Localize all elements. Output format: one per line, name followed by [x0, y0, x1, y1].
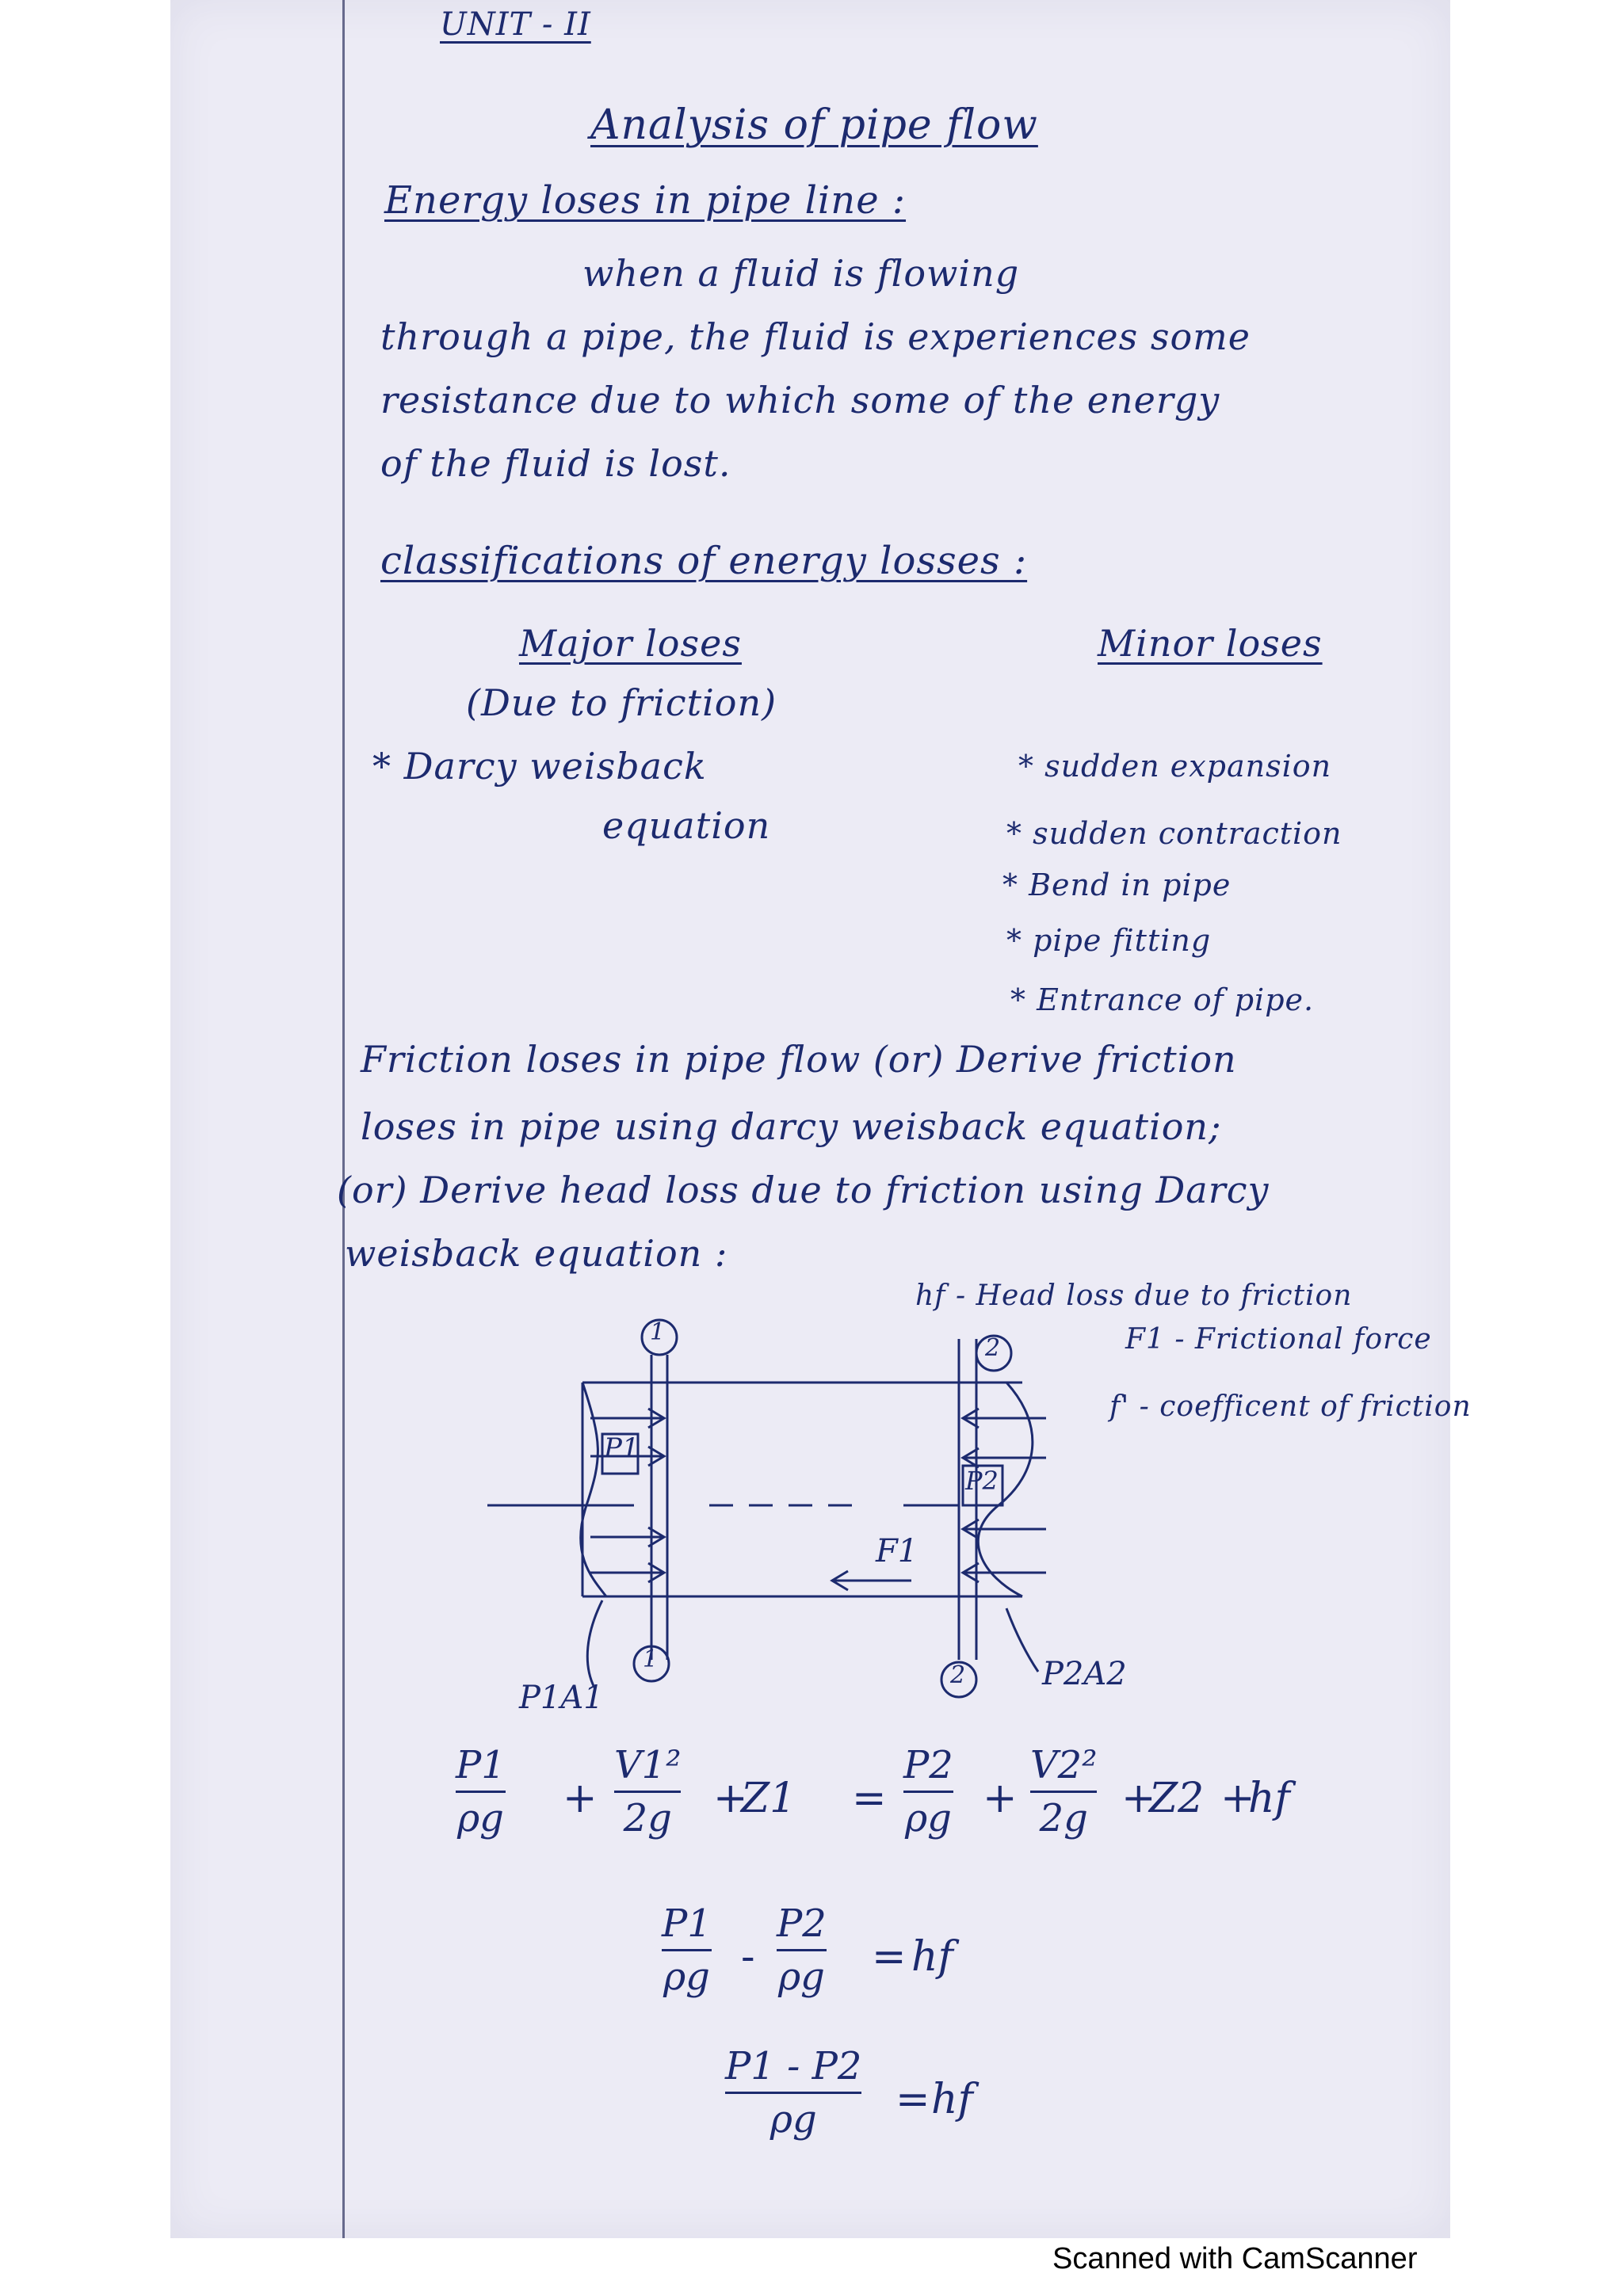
eq2-hf: hf — [911, 1933, 953, 1981]
eq1-t1-num: P1 — [456, 1743, 506, 1787]
eq2-minus: - — [741, 1933, 755, 1981]
eq1-term-v2 — [1030, 1743, 1097, 1840]
eq1-t5-num: V2² — [1030, 1743, 1098, 1787]
eq1-hf: hf — [1248, 1775, 1290, 1822]
section2-line-3: (or) Derive head loss due to friction using Darcy — [337, 1169, 1270, 1211]
eq1-plus-4: + — [1121, 1775, 1156, 1822]
minor-item-2: * sudden contraction — [1006, 816, 1342, 851]
section2-line-1: Friction loses in pipe flow (or) Derive friction — [361, 1038, 1237, 1081]
label-f1: F1 — [876, 1533, 918, 1569]
eq3-term — [725, 2044, 861, 2142]
eq1-term-p1 — [456, 1743, 506, 1840]
eq2-term-a — [662, 1901, 712, 1999]
eq1-plus-2: + — [713, 1775, 748, 1822]
major-item-1: * Darcy weisback — [372, 745, 707, 788]
eq2-term-b — [777, 1901, 827, 1999]
eq3-num: P1 - P2 — [725, 2044, 862, 2088]
paragraph-line-3: resistance due to which some of the energy — [380, 379, 1220, 421]
eq2-a-num: P1 — [662, 1901, 712, 1946]
major-item-2: equation — [602, 804, 771, 847]
eq1-z2: Z2 — [1149, 1775, 1205, 1822]
eq1-plus-5: + — [1220, 1775, 1255, 1822]
label-p2: P2 — [965, 1466, 999, 1496]
section-2-top: 2 — [985, 1334, 1001, 1362]
minor-losses-heading: Minor loses — [1098, 622, 1323, 665]
paragraph-line-4: of the fluid is lost. — [380, 442, 731, 485]
eq1-t5-den: 2g — [1039, 1796, 1088, 1840]
minor-item-4: * pipe fitting — [1006, 923, 1212, 958]
section-1-top: 1 — [650, 1318, 666, 1346]
legend-hf: hf - Head loss due to friction — [915, 1280, 1353, 1312]
section2-line-2: loses in pipe using darcy weisback equation; — [361, 1105, 1222, 1148]
legend-friction-coefficient: f' - coefficent of friction — [1109, 1390, 1472, 1423]
eq1-t1-den: ρg — [456, 1796, 504, 1840]
eq1-t2-den: 2g — [623, 1796, 672, 1840]
section-1-bottom: 1 — [643, 1646, 659, 1673]
eq1-term-p2 — [903, 1743, 953, 1840]
minor-item-5: * Entrance of pipe. — [1010, 982, 1315, 1017]
major-losses-heading: Major loses — [519, 622, 742, 665]
page-title: Analysis of pipe flow — [590, 101, 1038, 149]
eq2-equals: = — [872, 1933, 907, 1981]
eq3-den: ρg — [769, 2097, 817, 2142]
eq1-t2-num: V1² — [614, 1743, 682, 1787]
minor-item-1: * sudden expansion — [1018, 749, 1332, 784]
unit-label: UNIT - II — [440, 6, 591, 43]
eq2-b-den: ρg — [777, 1955, 825, 1999]
eq1-t4-num: P2 — [903, 1743, 953, 1787]
scanner-watermark: Scanned with CamScanner — [1052, 2242, 1418, 2275]
minor-item-3: * Bend in pipe — [1002, 868, 1232, 902]
paragraph-line-1: when a fluid is flowing — [582, 252, 1020, 295]
eq1-plus-1: + — [563, 1775, 598, 1822]
eq3-equals: = — [896, 2076, 930, 2123]
section-heading-energy-losses: Energy loses in pipe line : — [384, 178, 907, 223]
label-p1a1: P1A1 — [519, 1680, 604, 1716]
eq1-term-v1 — [614, 1743, 681, 1840]
classification-heading: classifications of energy losses : — [380, 539, 1028, 583]
eq3-hf: hf — [931, 2076, 973, 2123]
eq1-z1: Z1 — [741, 1775, 796, 1822]
label-p1: P1 — [604, 1432, 640, 1464]
eq2-b-num: P2 — [777, 1901, 827, 1946]
label-p2a2: P2A2 — [1042, 1656, 1127, 1692]
section2-line-4: weisback equation : — [345, 1232, 728, 1275]
paragraph-line-2: through a pipe, the fluid is experiences some — [380, 315, 1251, 358]
section-2-bottom: 2 — [950, 1661, 966, 1689]
eq2-a-den: ρg — [663, 1955, 710, 1999]
legend-friction-force: F1 - Frictional force — [1125, 1323, 1432, 1356]
eq1-t4-den: ρg — [904, 1796, 952, 1840]
eq1-plus-3: + — [983, 1775, 1018, 1822]
major-losses-sub: (Due to friction) — [466, 681, 777, 724]
eq1-equals: = — [852, 1775, 887, 1822]
